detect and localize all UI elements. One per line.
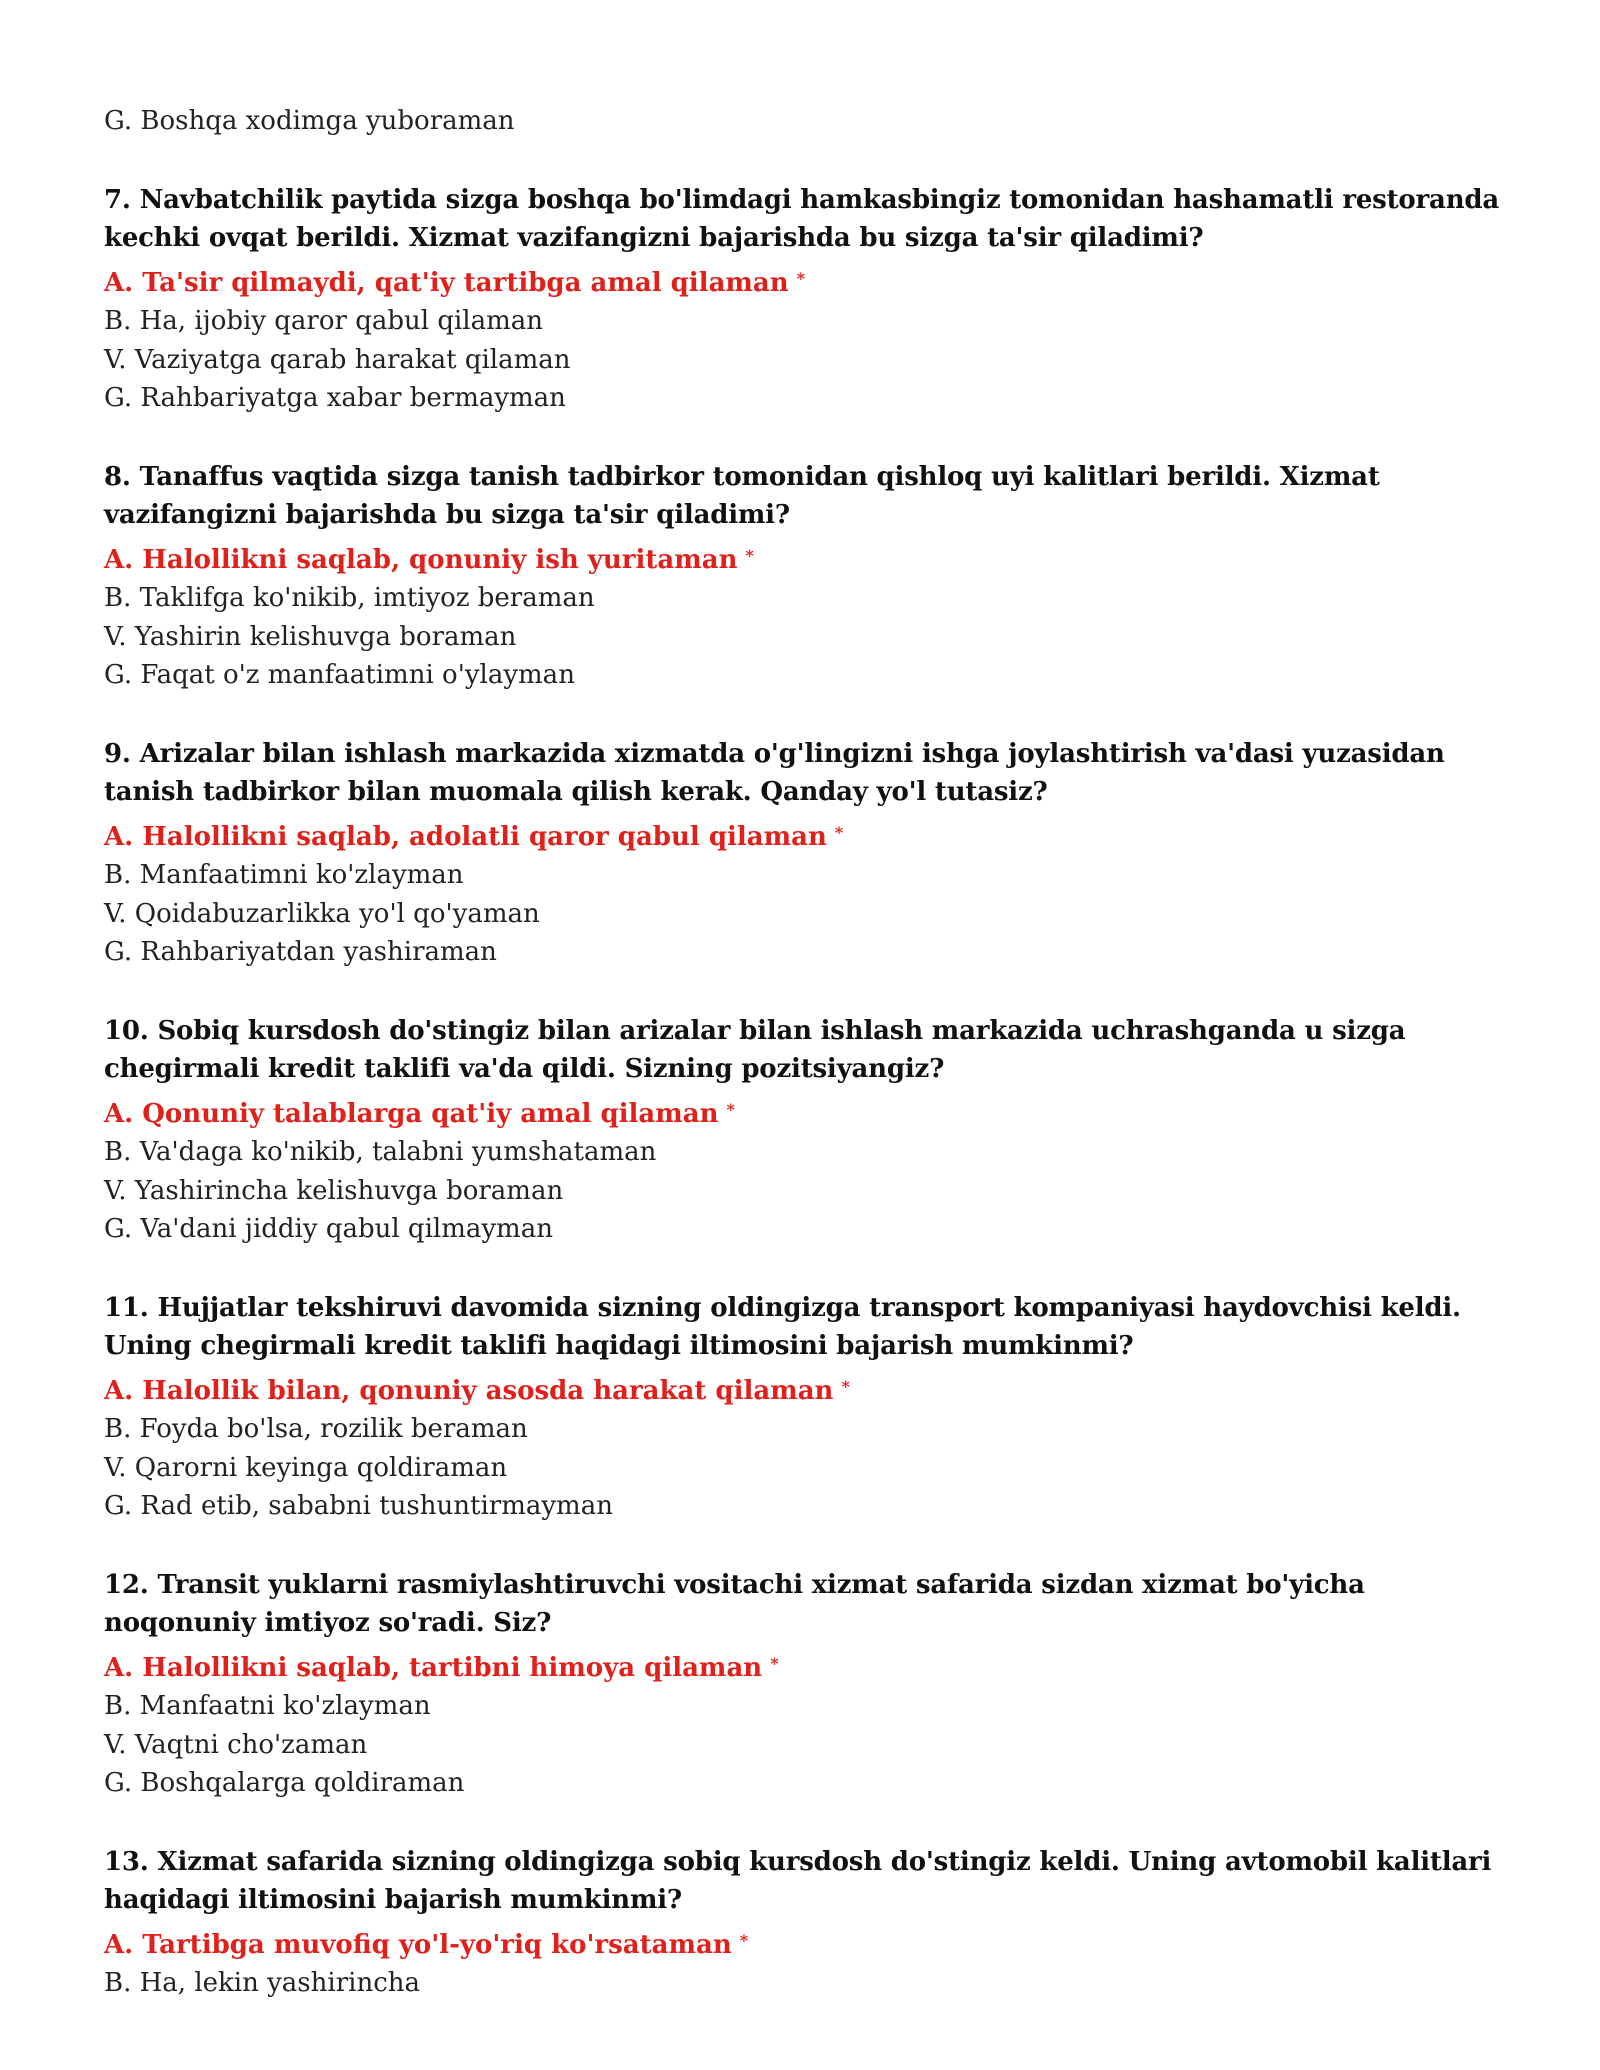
answer-option: G. Rad etib, sababni tushuntirmayman bbox=[104, 1491, 613, 1521]
correct-answer-label: A. Qonuniy talablarga qat'iy amal qilaman bbox=[104, 1098, 719, 1129]
correct-answer bbox=[104, 1922, 1500, 1965]
question-text: 12. Transit yuklarni rasmiylashtiruvchi vositachi xizmat safarida sizdan xizmat bo'yicha noqonuniy imtiyoz so'radi. Siz? bbox=[104, 1569, 1365, 1638]
correct-answer bbox=[104, 814, 1500, 857]
answer-option: G. Boshqalarga qoldiraman bbox=[104, 1768, 465, 1798]
option-prev-g: G. Boshqa xodimga yuboraman bbox=[104, 106, 515, 136]
answer-option: V. Yashirincha kelishuvga boraman bbox=[104, 1175, 564, 1206]
correct-answer-label: A. Ta'sir qilmaydi, qat'iy tartibga amal qilaman bbox=[104, 267, 789, 298]
correct-answer bbox=[104, 260, 1500, 303]
correct-marker-icon: * bbox=[796, 268, 806, 288]
answer-option: B. Ha, lekin yashirincha bbox=[104, 1968, 421, 1998]
correct-marker-icon: * bbox=[726, 1099, 735, 1119]
answer-option: B. Ha, ijobiy qaror qabul qilaman bbox=[104, 306, 543, 336]
question-text: 8. Tanaffus vaqtida sizga tanish tadbirkor tomonidan qishloq uyi kalitlari berildi. Xizmat vazifangizni bajarishda bu sizga ta'sir qiladimi? bbox=[104, 461, 1380, 530]
answer-option: G. Rahbariyatdan yashiraman bbox=[104, 937, 497, 967]
correct-answer-label: A. Halollikni saqlab, qonuniy ish yuritaman bbox=[104, 544, 738, 575]
question-block bbox=[104, 1289, 1500, 1526]
correct-answer-label: A. Halollikni saqlab, tartibni himoya qilaman bbox=[104, 1652, 763, 1683]
correct-answer bbox=[104, 1091, 1500, 1134]
question-block bbox=[104, 1012, 1500, 1249]
question-block bbox=[104, 458, 1500, 695]
correct-marker-icon: * bbox=[770, 1653, 779, 1673]
correct-marker-icon: * bbox=[745, 545, 754, 565]
answer-option: V. Yashirin kelishuvga boraman bbox=[104, 621, 517, 652]
question-block bbox=[104, 735, 1500, 972]
answer-option: B. Manfaatni ko'zlayman bbox=[104, 1691, 431, 1721]
correct-answer-label: A. Halollik bilan, qonuniy asosda harakat qilaman bbox=[104, 1375, 834, 1406]
answer-option: B. Taklifga ko'nikib, imtiyoz beraman bbox=[104, 583, 595, 613]
correct-marker-icon: * bbox=[739, 1930, 749, 1950]
answer-option: V. Vaziyatga qarab harakat qilaman bbox=[104, 344, 571, 375]
question-text: 9. Arizalar bilan ishlash markazida xizmatda o'g'lingizni ishga joylashtirish va'dasi yuzasidan tanish tadbirkor bilan muomala qilish kerak. Qanday yo'l tutasiz? bbox=[104, 738, 1445, 807]
answer-option: G. Faqat o'z manfaatimni o'ylayman bbox=[104, 660, 575, 690]
answer-option: B. Foyda bo'lsa, rozilik beraman bbox=[104, 1414, 528, 1444]
answer-option: B. Manfaatimni ko'zlayman bbox=[104, 860, 464, 890]
correct-marker-icon: * bbox=[834, 822, 844, 842]
question-text: 11. Hujjatlar tekshiruvi davomida sizning oldingizga transport kompaniyasi haydovchisi keldi. Uning chegirmali kredit taklifi haqidagi iltimosini bajarish mumkinmi? bbox=[104, 1292, 1461, 1361]
question-block bbox=[104, 181, 1500, 418]
correct-answer-label: A. Halollikni saqlab, adolatli qaror qabul qilaman bbox=[104, 821, 827, 852]
answer-option: V. Qoidabuzarlikka yo'l qo'yaman bbox=[104, 898, 540, 929]
question-text: 13. Xizmat safarida sizning oldingizga sobiq kursdosh do'stingiz keldi. Uning avtomobil kalitlari haqidagi iltimosini bajarish mumkinmi? bbox=[104, 1846, 1492, 1915]
answer-option: G. Va'dani jiddiy qabul qilmayman bbox=[104, 1214, 553, 1244]
correct-answer bbox=[104, 1368, 1500, 1411]
correct-answer bbox=[104, 537, 1500, 580]
question-text: 10. Sobiq kursdosh do'stingiz bilan arizalar bilan ishlash markazida uchrashganda u sizga chegirmali kredit taklifi va'da qildi. Sizning pozitsiyangiz? bbox=[104, 1015, 1406, 1084]
question-text: 7. Navbatchilik paytida sizga boshqa bo'limdagi hamkasbingiz tomonidan hashamatli restoranda kechki ovqat berildi. Xizmat vazifangizni bajarishda bu sizga ta'sir qiladimi? bbox=[104, 184, 1500, 253]
correct-marker-icon: * bbox=[841, 1376, 850, 1396]
question-block bbox=[104, 1843, 1500, 2003]
question-block bbox=[104, 1566, 1500, 1803]
question-list bbox=[104, 181, 1500, 2003]
correct-answer-label: A. Tartibga muvofiq yo'l-yo'riq ko'rsataman bbox=[104, 1929, 732, 1960]
answer-option: B. Va'daga ko'nikib, talabni yumshataman bbox=[104, 1137, 657, 1167]
answer-option: V. Qarorni keyinga qoldiraman bbox=[104, 1452, 508, 1483]
answer-option: G. Rahbariyatga xabar bermayman bbox=[104, 383, 566, 413]
answer-option: V. Vaqtni cho'zaman bbox=[104, 1729, 368, 1760]
correct-answer bbox=[104, 1645, 1500, 1688]
